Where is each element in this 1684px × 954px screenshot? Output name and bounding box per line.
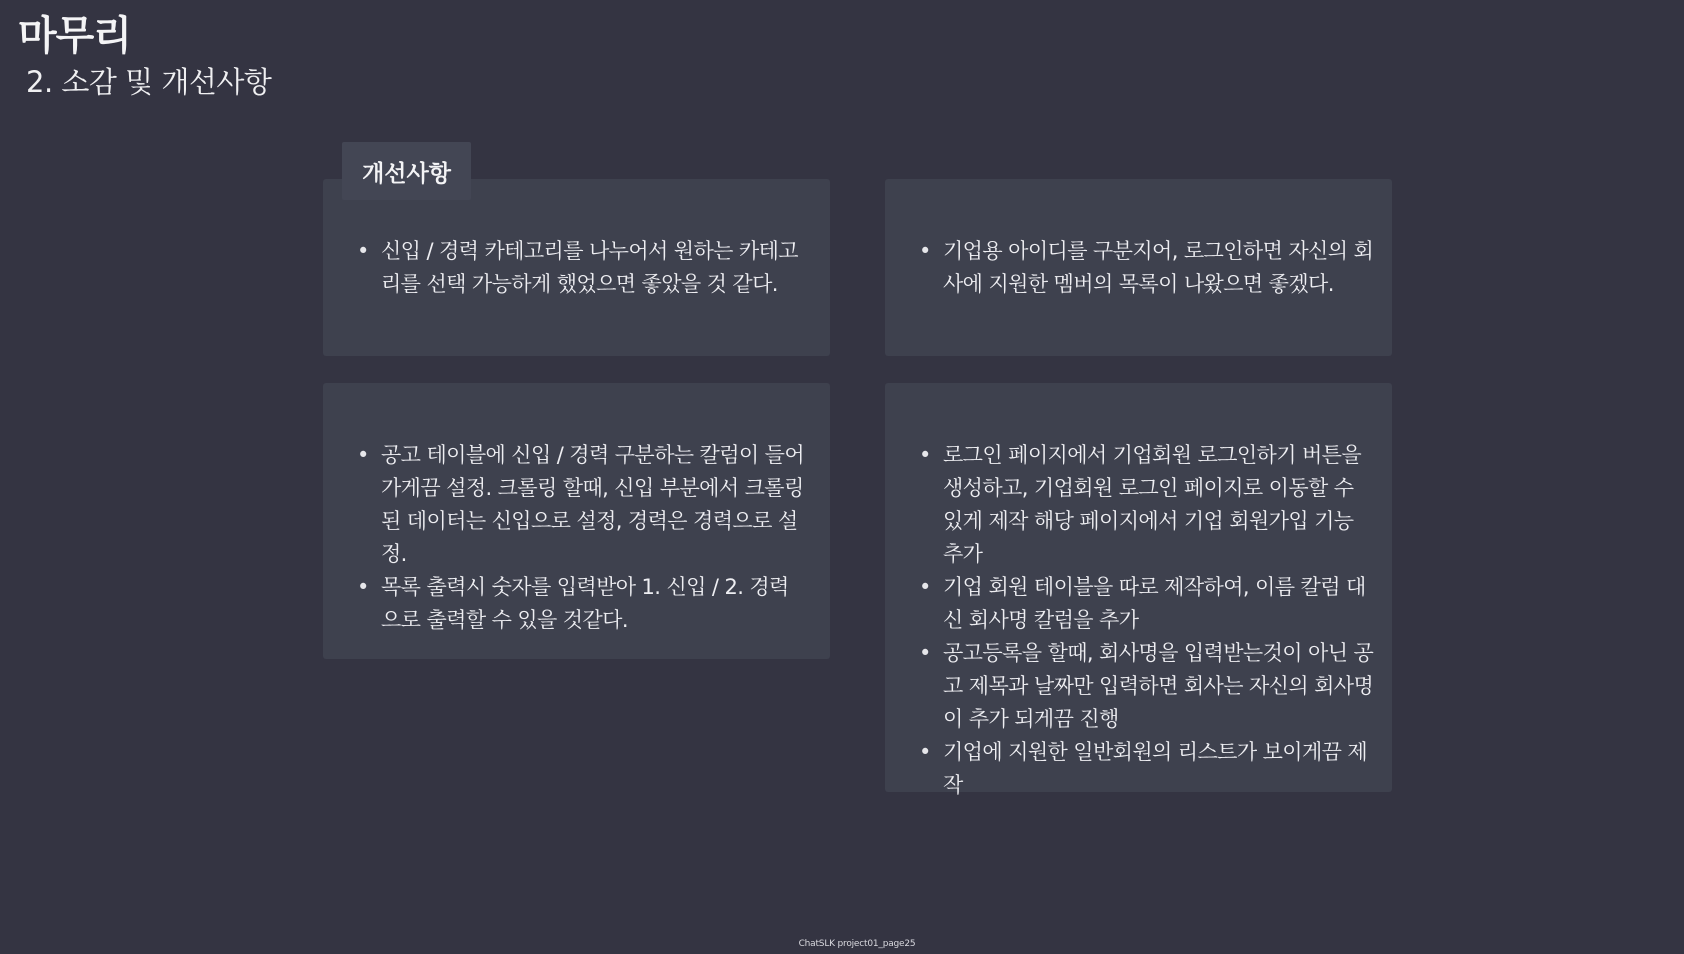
bullet-list (353, 439, 812, 637)
bullet-list (915, 235, 1378, 301)
bullet-item: • 신입 / 경력 카테고리를 나누어서 원하는 카테고리를 선택 가능하게 했었으면 좋았을 것 같다. (353, 235, 812, 301)
bullet-list (915, 439, 1378, 802)
bullet-item: • 기업에 지원한 일반회원의 리스트가 보이게끔 제작 (915, 736, 1378, 802)
improvements-tab-label: 개선사항 (342, 142, 471, 200)
bullet-item: • 목록 출력시 숫자를 입력받아 1. 신입 / 2. 경력 으로 출력할 수 있을 것같다. (353, 571, 812, 637)
bullet-item: • 공고 테이블에 신입 / 경력 구분하는 칼럼이 들어가게끔 설정. 크롤링 할때, 신입 부분에서 크롤링된 데이터는 신입으로 설정, 경력은 경력으로 설정. (353, 439, 812, 571)
improvement-card-3 (323, 383, 830, 659)
page-footer: ChatSLK project01_page25 (798, 939, 916, 949)
bullet-list (353, 235, 812, 301)
improvement-card-4 (885, 383, 1392, 797)
improvement-card-1 (323, 179, 830, 356)
section-subtitle: 2. 소감 및 개선사항 (26, 65, 272, 99)
page-title: 마무리 (18, 13, 131, 59)
bullet-item: • 공고등록을 할때, 회사명을 입력받는것이 아닌 공고 제목과 날짜만 입력하면 회사는 자신의 회사명이 추가 되게끔 진행 (915, 637, 1378, 736)
bullet-item: • 기업 회원 테이블을 따로 제작하여, 이름 칼럼 대신 회사명 칼럼을 추가 (915, 571, 1378, 637)
improvement-card-2 (885, 179, 1392, 356)
bullet-item: • 기업용 아이디를 구분지어, 로그인하면 자신의 회사에 지원한 멤버의 목록이 나왔으면 좋겠다. (915, 235, 1378, 301)
bullet-item: • 로그인 페이지에서 기업회원 로그인하기 버튼을 생성하고, 기업회원 로그인 페이지로 이동할 수 있게 제작 해당 페이지에서 기업 회원가입 기능 추가 (915, 439, 1378, 571)
